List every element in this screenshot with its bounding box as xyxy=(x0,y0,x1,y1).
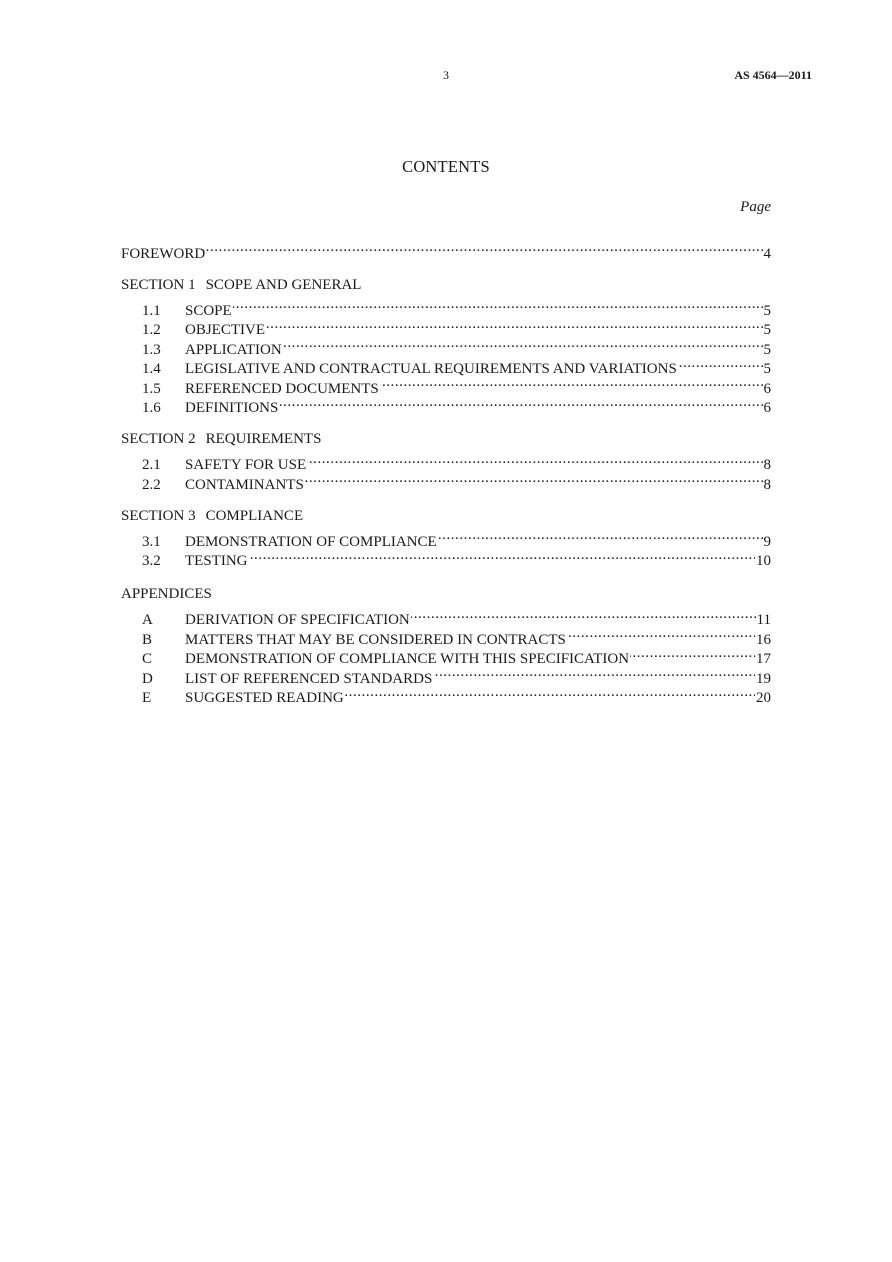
toc-entry-label: CONTAMINANTS xyxy=(185,476,304,493)
toc-entry-label: APPLICATION xyxy=(185,341,282,358)
toc-entry-number: A xyxy=(142,612,153,628)
toc-entry-page: 6 xyxy=(763,400,771,416)
toc-entry-label: DERIVATION OF SPECIFICATION xyxy=(185,612,410,628)
toc-entry-label: DEMONSTRATION OF COMPLIANCE xyxy=(185,533,437,550)
dot-leader xyxy=(433,663,755,683)
toc-entry-page: 19 xyxy=(756,670,771,687)
toc-entry-label: SUGGESTED READING xyxy=(185,690,344,706)
section-heading-1[interactable] xyxy=(121,276,771,296)
dot-leader xyxy=(411,605,756,625)
toc-entry-page: 5 xyxy=(763,341,771,358)
toc-entry-label: DEMONSTRATION OF COMPLIANCE WITH THIS SPECIFICATION xyxy=(185,651,630,667)
toc-entry-number: 2.1 xyxy=(142,457,161,473)
dot-leader xyxy=(567,624,755,644)
toc-entry-label: FOREWORD xyxy=(121,245,206,262)
section-number: SECTION 1 xyxy=(121,276,196,293)
toc-entry-page: 8 xyxy=(763,476,771,493)
toc-entry-page: 10 xyxy=(756,553,771,569)
toc-entry-label: SAFETY FOR USE xyxy=(185,457,307,473)
toc-entry[interactable] xyxy=(121,526,771,550)
toc-entry-page: 8 xyxy=(763,457,771,473)
dot-leader xyxy=(345,683,755,703)
toc-entry[interactable] xyxy=(121,295,771,319)
dot-leader xyxy=(206,238,762,258)
section-title: SCOPE AND GENERAL xyxy=(205,276,362,293)
toc-entry-number: B xyxy=(142,631,153,648)
dot-leader xyxy=(305,469,763,489)
contents-title: CONTENTS xyxy=(402,157,490,176)
toc-entry-page: 17 xyxy=(756,651,771,667)
toc-entry-number: 1.2 xyxy=(142,322,161,338)
section-number: SECTION 3 xyxy=(121,507,196,524)
toc-entry-page: 6 xyxy=(763,380,771,397)
toc-entry-page: 11 xyxy=(756,612,771,628)
toc-entry-label: MATTERS THAT MAY BE CONSIDERED IN CONTRACTS xyxy=(185,631,566,648)
toc-entry-number: C xyxy=(142,651,153,667)
toc-entry-number: 2.2 xyxy=(142,476,161,493)
dot-leader xyxy=(279,393,762,413)
toc-entry-foreword[interactable] xyxy=(121,238,771,262)
table-of-contents xyxy=(121,238,771,706)
page-number: 3 xyxy=(443,68,449,82)
toc-entry-label: LEGISLATIVE AND CONTRACTUAL REQUIREMENTS AND VARIATIONS xyxy=(185,361,677,377)
toc-entry-number: 3.2 xyxy=(142,553,161,569)
toc-entry[interactable] xyxy=(121,450,771,473)
dot-leader xyxy=(380,373,763,393)
toc-entry-page: 9 xyxy=(763,533,771,550)
appendices-heading[interactable]: APPENDICES xyxy=(121,586,212,602)
dot-leader xyxy=(438,526,763,546)
toc-entry-page: 5 xyxy=(763,302,771,319)
document-code: AS 4564—2011 xyxy=(734,68,812,82)
section-heading-2[interactable] xyxy=(121,430,771,450)
toc-entry-page: 5 xyxy=(763,322,771,338)
dot-leader xyxy=(266,315,763,335)
page-column-label: Page xyxy=(740,199,771,215)
toc-entry-label: DEFINITIONS xyxy=(185,400,279,416)
toc-entry-number: D xyxy=(142,670,153,687)
section-heading-3[interactable] xyxy=(121,507,771,527)
toc-entry-label: OBJECTIVE xyxy=(185,322,265,338)
dot-leader xyxy=(678,354,763,374)
toc-entry-page: 4 xyxy=(763,245,771,262)
toc-entry-number: 1.6 xyxy=(142,400,161,416)
toc-entry-page: 16 xyxy=(756,631,771,648)
toc-entry-number: 1.1 xyxy=(142,302,161,319)
toc-entry-appendix[interactable] xyxy=(121,605,771,628)
toc-entry-label: LIST OF REFERENCED STANDARDS xyxy=(185,670,433,687)
section-number: SECTION 2 xyxy=(121,431,196,447)
dot-leader xyxy=(283,334,763,354)
dot-leader xyxy=(307,450,762,470)
section-title: REQUIREMENTS xyxy=(205,431,322,447)
toc-entry-label: TESTING xyxy=(185,553,248,569)
dot-leader xyxy=(249,546,756,566)
toc-entry-number: 1.5 xyxy=(142,380,161,397)
toc-entry-page: 5 xyxy=(763,361,771,377)
toc-entry-page: 20 xyxy=(756,690,771,706)
toc-entry-number: 1.3 xyxy=(142,341,161,358)
toc-entry-label: SCOPE xyxy=(185,302,232,319)
toc-entry-number: 1.4 xyxy=(142,361,161,377)
section-title: COMPLIANCE xyxy=(205,507,304,524)
dot-leader xyxy=(233,295,763,315)
toc-entry-number: 3.1 xyxy=(142,533,161,550)
toc-entry-number: E xyxy=(142,690,152,706)
dot-leader xyxy=(630,644,755,664)
toc-entry-label: REFERENCED DOCUMENTS xyxy=(185,380,379,397)
